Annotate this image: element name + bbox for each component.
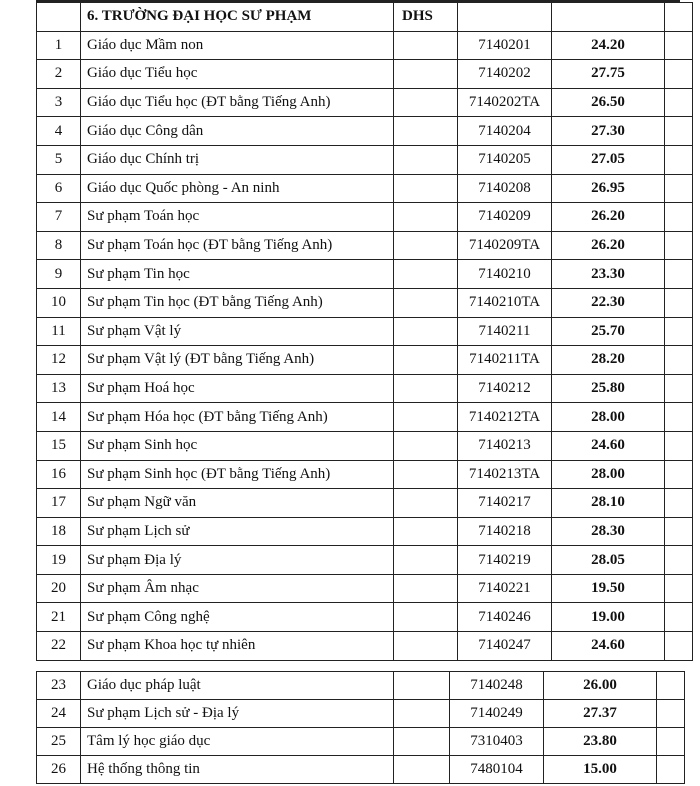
program-name: Sư phạm Hoá học: [81, 374, 394, 403]
table-row: [37, 517, 693, 546]
row-number: 12: [37, 346, 81, 375]
pad-cell: [657, 728, 685, 756]
table-row: [37, 756, 685, 784]
program-code: 7140246: [458, 603, 552, 632]
admission-score: 27.75: [552, 60, 665, 89]
admission-score: 22.30: [552, 288, 665, 317]
table-row: [37, 145, 693, 174]
program-code: 7140212: [458, 374, 552, 403]
program-code: 7140208: [458, 174, 552, 203]
row-number: 2: [37, 60, 81, 89]
program-code: 7140209: [458, 203, 552, 232]
program-name: Sư phạm Sinh học (ĐT bằng Tiếng Anh): [81, 460, 394, 489]
program-code: 7140221: [458, 574, 552, 603]
program-name: Giáo dục Quốc phòng - An ninh: [81, 174, 394, 203]
group-cell: [394, 403, 458, 432]
pad-cell: [665, 460, 693, 489]
admission-score: 27.05: [552, 145, 665, 174]
group-cell: [394, 603, 458, 632]
row-number: 25: [37, 728, 81, 756]
program-name: Sư phạm Địa lý: [81, 546, 394, 575]
section-group-code: DHS: [394, 3, 458, 32]
program-name: Hệ thống thông tin: [81, 756, 394, 784]
program-name: Sư phạm Vật lý: [81, 317, 394, 346]
table-row: [37, 231, 693, 260]
row-number: 3: [37, 88, 81, 117]
admission-score: 28.20: [552, 346, 665, 375]
pad-cell: [665, 574, 693, 603]
row-number: 8: [37, 231, 81, 260]
group-cell: [394, 374, 458, 403]
program-code: 7140247: [458, 632, 552, 661]
program-code: 7140202: [458, 60, 552, 89]
program-code: 7140210: [458, 260, 552, 289]
admission-score: 26.20: [552, 231, 665, 260]
program-code: 7140218: [458, 517, 552, 546]
row-number: 17: [37, 489, 81, 518]
group-cell: [394, 632, 458, 661]
table-row: [37, 728, 685, 756]
program-code: 7140201: [458, 31, 552, 60]
table-row: [37, 203, 693, 232]
admission-score: 28.10: [552, 489, 665, 518]
row-number: 18: [37, 517, 81, 546]
admission-score: 28.00: [552, 460, 665, 489]
row-number: 10: [37, 288, 81, 317]
table-row: [37, 174, 693, 203]
group-cell: [394, 260, 458, 289]
admission-table-part-1: [36, 2, 693, 661]
program-code: 7140205: [458, 145, 552, 174]
row-number: 24: [37, 700, 81, 728]
group-cell: [394, 672, 450, 700]
program-code: 7140211TA: [458, 346, 552, 375]
program-name: Sư phạm Lịch sử: [81, 517, 394, 546]
header-code-cell: [458, 3, 552, 32]
program-name: Sư phạm Tin học (ĐT bằng Tiếng Anh): [81, 288, 394, 317]
program-code: 7140213TA: [458, 460, 552, 489]
group-cell: [394, 574, 458, 603]
row-number: 7: [37, 203, 81, 232]
table-row: [37, 431, 693, 460]
program-code: 7140210TA: [458, 288, 552, 317]
table-row: [37, 574, 693, 603]
section-header-row: [37, 3, 693, 32]
pad-cell: [657, 672, 685, 700]
row-number: 14: [37, 403, 81, 432]
program-code: 7140209TA: [458, 231, 552, 260]
table-row: [37, 489, 693, 518]
pad-cell: [665, 203, 693, 232]
row-number: 1: [37, 31, 81, 60]
program-name: Sư phạm Công nghệ: [81, 603, 394, 632]
group-cell: [394, 317, 458, 346]
table-row: [37, 672, 685, 700]
pad-cell: [665, 174, 693, 203]
group-cell: [394, 517, 458, 546]
pad-cell: [665, 632, 693, 661]
program-name: Sư phạm Âm nhạc: [81, 574, 394, 603]
admission-score: 19.00: [552, 603, 665, 632]
table-row: [37, 603, 693, 632]
group-cell: [394, 174, 458, 203]
admission-score: 25.80: [552, 374, 665, 403]
program-name: Giáo dục pháp luật: [81, 672, 394, 700]
group-cell: [394, 117, 458, 146]
pad-cell: [665, 374, 693, 403]
program-code: 7140219: [458, 546, 552, 575]
admission-score: 26.95: [552, 174, 665, 203]
pad-cell: [665, 517, 693, 546]
row-number: 21: [37, 603, 81, 632]
admission-score: 28.00: [552, 403, 665, 432]
program-name: Giáo dục Chính trị: [81, 145, 394, 174]
pad-cell: [657, 756, 685, 784]
pad-cell: [657, 700, 685, 728]
row-number: 15: [37, 431, 81, 460]
group-cell: [394, 88, 458, 117]
pad-cell: [665, 346, 693, 375]
table-row: [37, 632, 693, 661]
program-name: Giáo dục Công dân: [81, 117, 394, 146]
admission-score: 24.60: [552, 431, 665, 460]
admission-score: 28.05: [552, 546, 665, 575]
row-number: 16: [37, 460, 81, 489]
program-code: 7140212TA: [458, 403, 552, 432]
admission-score: 25.70: [552, 317, 665, 346]
row-number: 11: [37, 317, 81, 346]
program-code: 7140211: [458, 317, 552, 346]
admission-table-part-2: [36, 671, 685, 784]
header-stt-cell: [37, 3, 81, 32]
program-name: Sư phạm Sinh học: [81, 431, 394, 460]
section-title: 6. TRƯỜNG ĐẠI HỌC SƯ PHẠM: [81, 3, 394, 32]
row-number: 26: [37, 756, 81, 784]
admission-score: 26.20: [552, 203, 665, 232]
pad-cell: [665, 31, 693, 60]
group-cell: [394, 431, 458, 460]
table-row: [37, 117, 693, 146]
row-number: 9: [37, 260, 81, 289]
admission-score: 24.60: [552, 632, 665, 661]
pad-cell: [665, 288, 693, 317]
program-code: 7140217: [458, 489, 552, 518]
program-name: Giáo dục Tiểu học: [81, 60, 394, 89]
row-number: 22: [37, 632, 81, 661]
group-cell: [394, 700, 450, 728]
admission-score: 19.50: [552, 574, 665, 603]
row-number: 6: [37, 174, 81, 203]
group-cell: [394, 460, 458, 489]
program-code: 7140249: [450, 700, 544, 728]
header-pad-cell: [665, 3, 693, 32]
admission-score: 15.00: [544, 756, 657, 784]
row-number: 5: [37, 145, 81, 174]
table-row: [37, 700, 685, 728]
pad-cell: [665, 603, 693, 632]
pad-cell: [665, 145, 693, 174]
row-number: 19: [37, 546, 81, 575]
table-row: [37, 31, 693, 60]
pad-cell: [665, 60, 693, 89]
pad-cell: [665, 403, 693, 432]
group-cell: [394, 728, 450, 756]
program-code: 7480104: [450, 756, 544, 784]
group-cell: [394, 31, 458, 60]
pad-cell: [665, 231, 693, 260]
table-row: [37, 403, 693, 432]
admission-score: 26.50: [552, 88, 665, 117]
admission-score: 28.30: [552, 517, 665, 546]
group-cell: [394, 203, 458, 232]
header-score-cell: [552, 3, 665, 32]
program-code: 7140204: [458, 117, 552, 146]
program-name: Sư phạm Toán học: [81, 203, 394, 232]
admission-score: 27.37: [544, 700, 657, 728]
program-name: Tâm lý học giáo dục: [81, 728, 394, 756]
pad-cell: [665, 431, 693, 460]
program-name: Sư phạm Lịch sử - Địa lý: [81, 700, 394, 728]
admission-score: 23.80: [544, 728, 657, 756]
table-row: [37, 346, 693, 375]
row-number: 20: [37, 574, 81, 603]
pad-cell: [665, 260, 693, 289]
admission-score: 27.30: [552, 117, 665, 146]
group-cell: [394, 288, 458, 317]
group-cell: [394, 756, 450, 784]
row-number: 23: [37, 672, 81, 700]
group-cell: [394, 546, 458, 575]
table-row: [37, 546, 693, 575]
table-row: [37, 374, 693, 403]
group-cell: [394, 60, 458, 89]
table-body-part-2: [37, 672, 685, 784]
program-name: Sư phạm Tin học: [81, 260, 394, 289]
program-name: Giáo dục Mầm non: [81, 31, 394, 60]
admission-score: 26.00: [544, 672, 657, 700]
pad-cell: [665, 317, 693, 346]
table-row: [37, 60, 693, 89]
admission-score: 23.30: [552, 260, 665, 289]
group-cell: [394, 231, 458, 260]
admission-score: 24.20: [552, 31, 665, 60]
program-name: Sư phạm Hóa học (ĐT bằng Tiếng Anh): [81, 403, 394, 432]
program-name: Giáo dục Tiểu học (ĐT bằng Tiếng Anh): [81, 88, 394, 117]
program-name: Sư phạm Toán học (ĐT bằng Tiếng Anh): [81, 231, 394, 260]
pad-cell: [665, 88, 693, 117]
table-row: [37, 317, 693, 346]
program-code: 7140213: [458, 431, 552, 460]
program-code: 7140202TA: [458, 88, 552, 117]
pad-cell: [665, 546, 693, 575]
pad-cell: [665, 489, 693, 518]
table-body-part-1: [37, 3, 693, 661]
program-name: Sư phạm Ngữ văn: [81, 489, 394, 518]
table-row: [37, 460, 693, 489]
table-row: [37, 260, 693, 289]
group-cell: [394, 346, 458, 375]
group-cell: [394, 145, 458, 174]
group-cell: [394, 489, 458, 518]
table-row: [37, 288, 693, 317]
program-name: Sư phạm Vật lý (ĐT bằng Tiếng Anh): [81, 346, 394, 375]
table-row: [37, 88, 693, 117]
row-number: 4: [37, 117, 81, 146]
program-name: Sư phạm Khoa học tự nhiên: [81, 632, 394, 661]
program-code: 7140248: [450, 672, 544, 700]
row-number: 13: [37, 374, 81, 403]
program-code: 7310403: [450, 728, 544, 756]
pad-cell: [665, 117, 693, 146]
